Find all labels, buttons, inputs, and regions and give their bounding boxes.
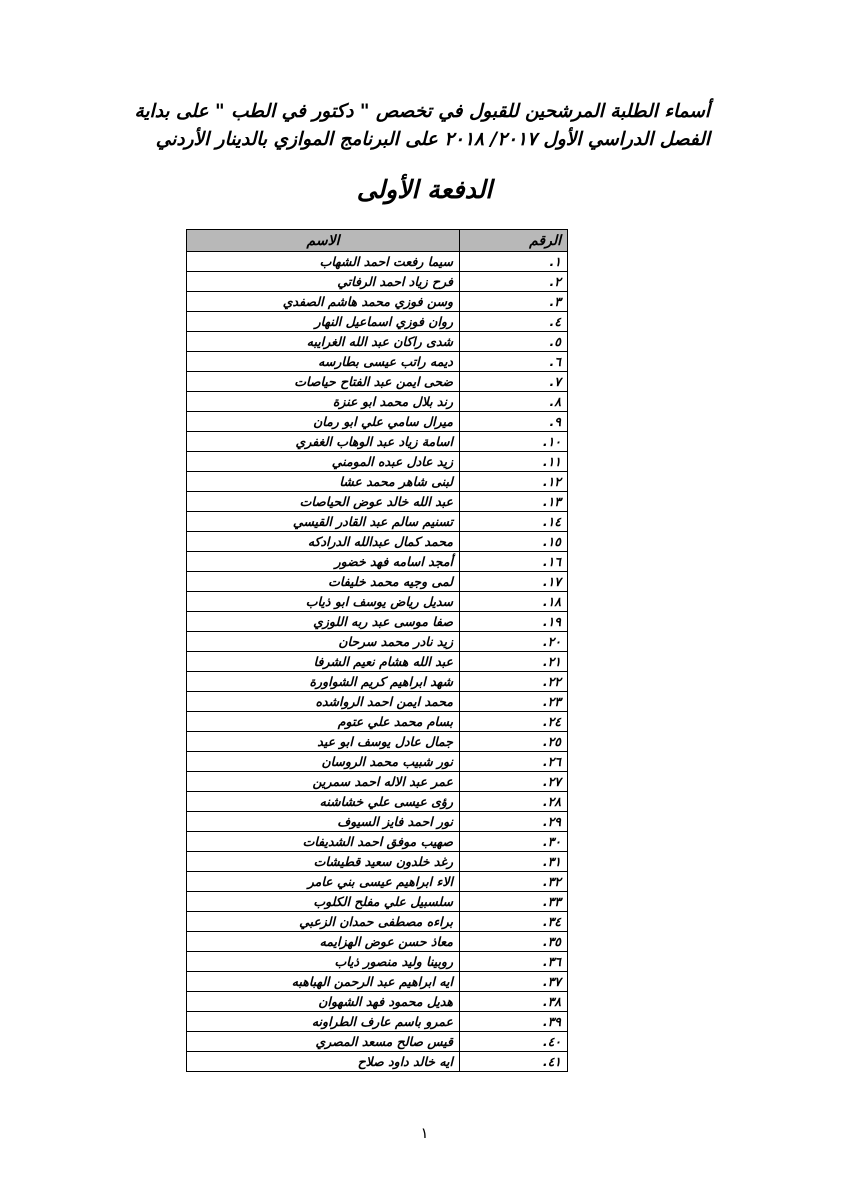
row-number: ٣١. [460, 852, 568, 872]
table-row [187, 392, 568, 412]
row-number: ٢٩. [460, 812, 568, 832]
student-name: محمد ايمن احمد الرواشده [187, 692, 460, 712]
table-row [187, 712, 568, 732]
student-name: لمى وجيه محمد خليفات [187, 572, 460, 592]
student-name: هديل محمود فهد الشهوان [187, 992, 460, 1012]
table-row [187, 992, 568, 1012]
row-number: ٣٧. [460, 972, 568, 992]
row-number: ٣٤. [460, 912, 568, 932]
row-number: ٢٣. [460, 692, 568, 712]
student-name: نور شبيب محمد الروسان [187, 752, 460, 772]
row-number: ١٩. [460, 612, 568, 632]
table-row [187, 952, 568, 972]
row-number: ١٦. [460, 552, 568, 572]
row-number: ٢٦. [460, 752, 568, 772]
table-row [187, 652, 568, 672]
table-row [187, 632, 568, 652]
table-row [187, 352, 568, 372]
student-name: سديل رياض يوسف ابو ذياب [187, 592, 460, 612]
student-name: ايه ابراهيم عبد الرحمن الهباهبه [187, 972, 460, 992]
student-name: زيد نادر محمد سرحان [187, 632, 460, 652]
student-name: عمر عبد الاله احمد سمرين [187, 772, 460, 792]
student-name: نور احمد فايز السيوف [187, 812, 460, 832]
row-number: ٧. [460, 372, 568, 392]
student-name: معاذ حسن عوض الهزايمه [187, 932, 460, 952]
row-number: ٢٠. [460, 632, 568, 652]
row-number: ٣٠. [460, 832, 568, 852]
student-name: شهد ابراهيم كريم الشواورة [187, 672, 460, 692]
table-row [187, 272, 568, 292]
table-row [187, 772, 568, 792]
table-row [187, 832, 568, 852]
row-number: ٣٢. [460, 872, 568, 892]
student-name: الاء ابراهيم عيسى بني عامر [187, 872, 460, 892]
table-row [187, 552, 568, 572]
table-row [187, 252, 568, 272]
student-name: أمجد اسامه فهد خضور [187, 552, 460, 572]
student-name: زيد عادل عبده المومني [187, 452, 460, 472]
row-number: ٣٥. [460, 932, 568, 952]
row-number: ٣٨. [460, 992, 568, 1012]
table-row [187, 692, 568, 712]
row-number: ٢٤. [460, 712, 568, 732]
student-name: صفا موسى عبد ربه اللوزي [187, 612, 460, 632]
student-name: محمد كمال عبدالله الدرادكه [187, 532, 460, 552]
row-number: ٦. [460, 352, 568, 372]
student-name: تسنيم سالم عبد القادر القيسي [187, 512, 460, 532]
table-row [187, 872, 568, 892]
table-row [187, 572, 568, 592]
student-name: رغد خلدون سعيد قطيشات [187, 852, 460, 872]
title-line-2: الفصل الدراسي الأول ٢٠١٧/ ٢٠١٨ على البرنامج الموازي بالدينار الأردني [155, 129, 710, 150]
table-row [187, 492, 568, 512]
row-number: ٢١. [460, 652, 568, 672]
row-number: ١٥. [460, 532, 568, 552]
student-name: لبنى شاهر محمد عشا [187, 472, 460, 492]
table-row [187, 892, 568, 912]
table-row [187, 972, 568, 992]
student-name: شدى راكان عبد الله الغرايبه [187, 332, 460, 352]
student-name: اسامة زياد عبد الوهاب الغفري [187, 432, 460, 452]
table-row [187, 792, 568, 812]
table-row [187, 1012, 568, 1032]
row-number: ١١. [460, 452, 568, 472]
student-name: سيما رفعت احمد الشهاب [187, 252, 460, 272]
table-row [187, 292, 568, 312]
title-line-1: أسماء الطلبة المرشحين للقبول في تخصص " دكتور في الطب " على بداية [134, 101, 710, 122]
student-name: سلسبيل علي مفلح الكلوب [187, 892, 460, 912]
table-row [187, 412, 568, 432]
student-name: فرح زياد احمد الرفاتي [187, 272, 460, 292]
row-number: ١٧. [460, 572, 568, 592]
row-number: ٩. [460, 412, 568, 432]
row-number: ١. [460, 252, 568, 272]
row-number: ١٠. [460, 432, 568, 452]
column-header-number: الرقم [460, 230, 568, 252]
table-row [187, 852, 568, 872]
student-name: قيس صالح مسعد المصري [187, 1032, 460, 1052]
row-number: ٥. [460, 332, 568, 352]
row-number: ١٨. [460, 592, 568, 612]
page-number: ١ [420, 1124, 429, 1142]
student-name: ضحى ايمن عبد الفتاح حياصات [187, 372, 460, 392]
row-number: ١٢. [460, 472, 568, 492]
table-row [187, 472, 568, 492]
row-number: ٣٦. [460, 952, 568, 972]
row-number: ٣٩. [460, 1012, 568, 1032]
table-row [187, 592, 568, 612]
student-name: جمال عادل يوسف ابو عيد [187, 732, 460, 752]
table-row [187, 732, 568, 752]
table-row [187, 752, 568, 772]
table-row [187, 912, 568, 932]
student-name: ديمه راتب عيسى بطارسه [187, 352, 460, 372]
row-number: ٤. [460, 312, 568, 332]
page-title [130, 98, 710, 154]
student-name: روان فوزي اسماعيل النهار [187, 312, 460, 332]
student-name: عبد الله هشام نعيم الشرفا [187, 652, 460, 672]
table-row [187, 1032, 568, 1052]
table-row [187, 372, 568, 392]
row-number: ٢. [460, 272, 568, 292]
table-row [187, 1052, 568, 1072]
table-row [187, 512, 568, 532]
table-row [187, 812, 568, 832]
student-name: عبد الله خالد عوض الحياصات [187, 492, 460, 512]
table-row [187, 432, 568, 452]
candidates-table [186, 229, 568, 1072]
row-number: ٢٥. [460, 732, 568, 752]
student-name: صهيب موفق احمد الشديفات [187, 832, 460, 852]
student-name: ايه خالد داود صلاح [187, 1052, 460, 1072]
student-name: بسام محمد علي عتوم [187, 712, 460, 732]
student-name: ميرال سامي علي ابو رمان [187, 412, 460, 432]
student-name: وسن فوزي محمد هاشم الصفدي [187, 292, 460, 312]
table-row [187, 612, 568, 632]
student-name: رؤى عيسى علي خشاشنه [187, 792, 460, 812]
table-header-row [187, 230, 568, 252]
row-number: ٨. [460, 392, 568, 412]
student-name: رند بلال محمد ابو عنزة [187, 392, 460, 412]
section-title: الدفعة الأولى [356, 175, 493, 204]
student-name: روبينا وليد منصور ذياب [187, 952, 460, 972]
table-row [187, 452, 568, 472]
table-row [187, 932, 568, 952]
row-number: ٤٠. [460, 1032, 568, 1052]
row-number: ٢٨. [460, 792, 568, 812]
column-header-name: الاسم [187, 230, 460, 252]
student-name: عمرو باسم عارف الطراونه [187, 1012, 460, 1032]
table-row [187, 332, 568, 352]
row-number: ٢٢. [460, 672, 568, 692]
student-name: براءه مصطفى حمدان الزعبي [187, 912, 460, 932]
row-number: ١٣. [460, 492, 568, 512]
table-body [187, 252, 568, 1072]
row-number: ٣. [460, 292, 568, 312]
row-number: ٢٧. [460, 772, 568, 792]
table-row [187, 532, 568, 552]
row-number: ٣٣. [460, 892, 568, 912]
table-row [187, 312, 568, 332]
row-number: ١٤. [460, 512, 568, 532]
row-number: ٤١. [460, 1052, 568, 1072]
table-row [187, 672, 568, 692]
